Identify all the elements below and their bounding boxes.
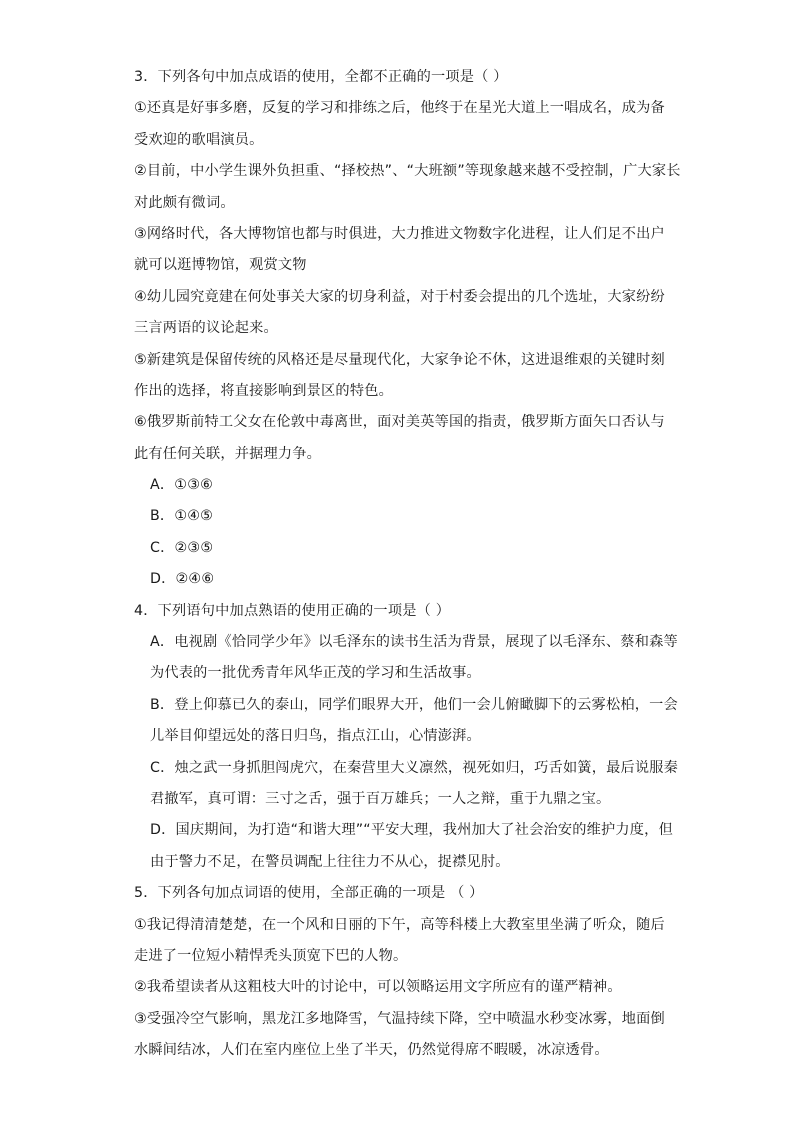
question-5-line: ②我希望读者从这粗枝大叶的讨论中，可以领略运用文字所应有的谨严精神。 [134,979,622,996]
document-page [0,62,794,1067]
question-3-line: 对此颇有微词。 [134,194,235,211]
question-3-option-b: B．①④⑤ [150,508,214,525]
question-3-line: ⑤新建筑是保留传统的风格还是尽量现代化，大家争论不休，这进退维艰的关键时刻 [134,351,665,368]
question-5-line: ①我记得清清楚楚，在一个风和日丽的下午，高等科楼上大教室里坐满了听众，随后 [134,916,665,933]
question-4-option-line: A．电视剧《恰同学少年》以毛泽东的读书生活为背景，展现了以毛泽东、蔡和森等 [150,634,678,651]
question-3-option-c: C．②③⑤ [150,539,214,556]
question-3-option-a: A．①③⑥ [150,477,214,494]
question-3-line: 三言两语的议论起来。 [134,320,278,337]
question-4-option-line: B．登上仰慕已久的泰山，同学们眼界大开，他们一会儿俯瞰脚下的云雾松柏，一会 [150,696,678,713]
question-4-option-line: 君撤军，真可谓：三寸之舌，强于百万雄兵；一人之辩，重于九鼎之宝。 [150,790,611,807]
question-4-option-line: 儿举目仰望远处的落日归鸟，指点江山，心情澎湃。 [150,728,481,745]
question-5 [0,878,794,1066]
question-4-option-line: 由于警力不足，在警员调配上往往力不从心，捉襟见肘。 [150,853,510,870]
question-3-line: 作出的选择，将直接影响到景区的特色。 [134,382,393,399]
question-5-line: 水瞬间结冰，人们在室内座位上坐了半天，仍然觉得席不暇暖，冰凉透骨。 [134,1042,609,1059]
question-3 [0,62,794,596]
question-4-option-line: 为代表的一批优秀青年风华正茂的学习和生活故事。 [150,665,481,682]
question-5-line: ③受强冷空气影响，黑龙江多地降雪，气温持续下降，空中喷温水秒变冰雾，地面倒 [134,1010,665,1027]
question-3-line: 受欢迎的歌唱演员。 [134,131,264,148]
question-3-line: 此有任何关联，并据理力争。 [134,445,322,462]
question-4-stem: 4．下列语句中加点熟语的使用正确的一项是（ ） [134,602,451,619]
question-3-line: ②目前，中小学生课外负担重、“择校热”、“大班额”等现象越来越不受控制，广大家长 [134,163,681,180]
question-4 [0,596,794,879]
question-4-option-line: C．烛之武一身抓胆闯虎穴，在秦营里大义凛然，视死如归，巧舌如簧，最后说服秦 [150,759,679,776]
question-5-stem: 5．下列各句加点词语的使用，全部正确的一项是 （ ） [134,885,484,902]
question-4-option-line: D．国庆期间，为打造“和谐大理”“平安大理，我州加大了社会治安的维护力度，但 [150,822,673,839]
question-3-line: 就可以逛博物馆，观赏文物 [134,257,307,274]
question-3-line: ⑥俄罗斯前特工父女在伦敦中毒离世，面对美英等国的指责，俄罗斯方面矢口否认与 [134,414,665,431]
question-3-line: ③网络时代，各大博物馆也都与时俱进，大力推进文物数字化进程，让人们足不出户 [134,225,665,242]
question-3-line: ④幼儿园究竟建在何处事关大家的切身利益，对于村委会提出的几个选址，大家纷纷 [134,288,665,305]
question-3-stem: 3．下列各句中加点成语的使用，全都不正确的一项是（ ） [134,69,508,85]
question-3-option-d: D．②④⑥ [150,571,215,588]
question-5-line: 走进了一位短小精悍秃头顶宽下巴的人物。 [134,947,408,964]
question-3-line: ①还真是好事多磨，反复的学习和排练之后，他终于在星光大道上一唱成名，成为备 [134,100,665,117]
